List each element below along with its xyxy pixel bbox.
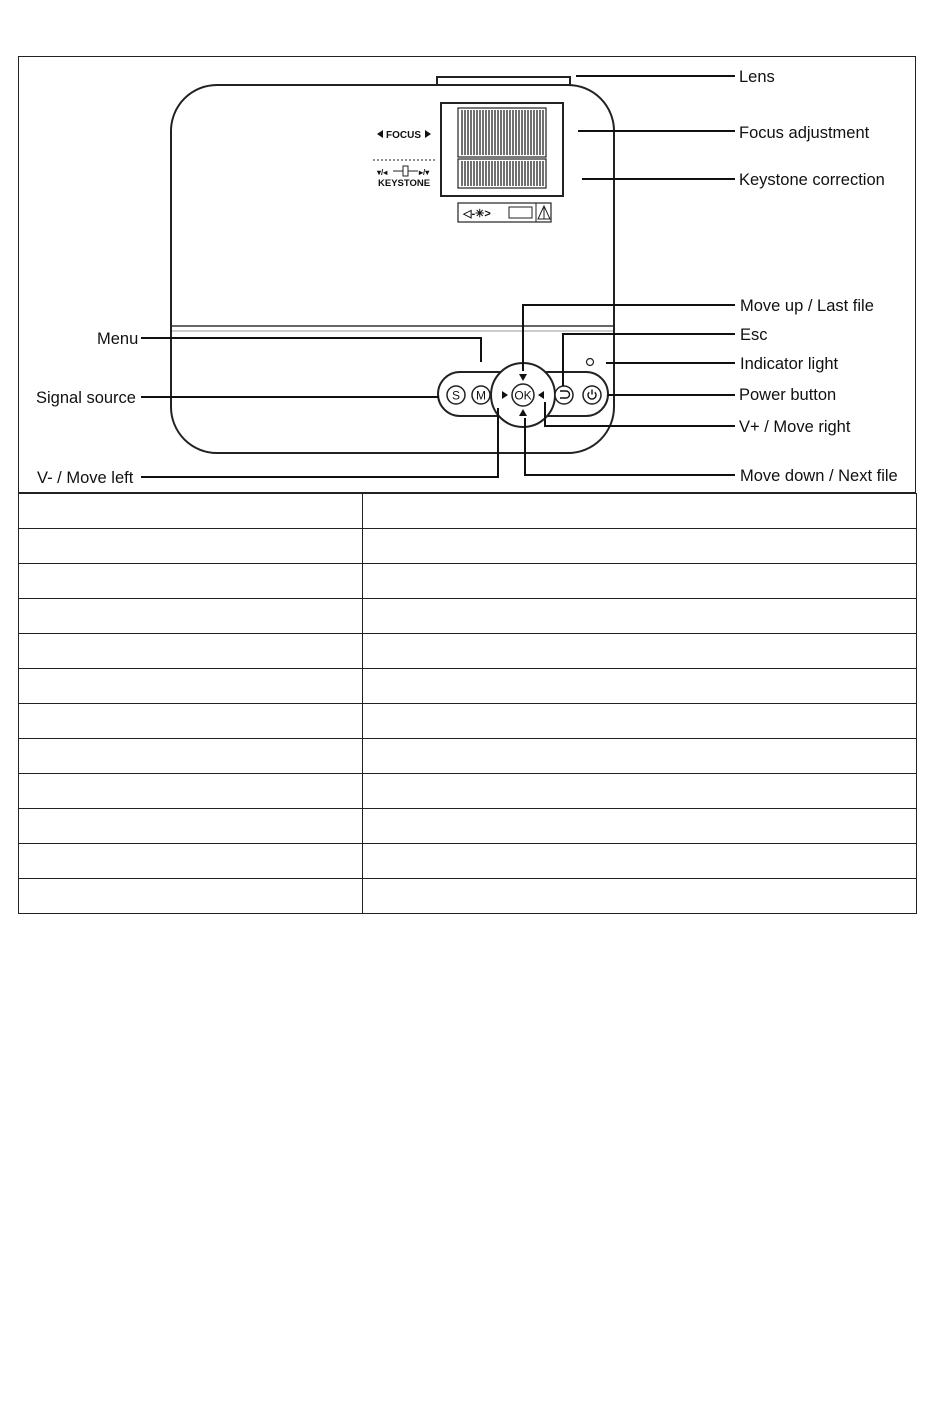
- keystone-marking: KEYSTONE: [378, 178, 431, 189]
- table-row: [19, 494, 917, 529]
- menu-button-label: M: [476, 388, 486, 403]
- keystone-slider-left-icon: ▾/◂: [377, 168, 388, 177]
- table-row: [19, 634, 917, 669]
- table-cell-value: [363, 704, 917, 739]
- table-cell-value: [363, 564, 917, 599]
- table-cell-label: [19, 599, 363, 634]
- table-cell-value: [363, 739, 917, 774]
- table-row: [19, 844, 917, 879]
- label-indicator-light: Indicator light: [740, 355, 839, 373]
- table-row: [19, 704, 917, 739]
- label-v-minus: V- / Move left: [37, 469, 134, 487]
- table-cell-label: [19, 879, 363, 914]
- table-row: [19, 564, 917, 599]
- ok-button-label: OK: [514, 388, 532, 403]
- table-cell-label: [19, 494, 363, 529]
- table-row: [19, 774, 917, 809]
- label-lens: Lens: [739, 68, 775, 86]
- keystone-plate-box: [509, 207, 532, 218]
- table-cell-value: [363, 774, 917, 809]
- source-button-label: S: [451, 388, 461, 403]
- label-esc: Esc: [740, 326, 768, 344]
- table-cell-value: [363, 809, 917, 844]
- esc-button[interactable]: [555, 386, 573, 404]
- table-cell-value: [363, 599, 917, 634]
- label-move-up: Move up / Last file: [740, 297, 874, 315]
- table-cell-value: [363, 669, 917, 704]
- table-row: [19, 809, 917, 844]
- label-power-button: Power button: [739, 386, 837, 404]
- table-cell-label: [19, 564, 363, 599]
- label-move-down: Move down / Next file: [740, 467, 898, 485]
- table-cell-value: [363, 634, 917, 669]
- label-menu: Menu: [97, 330, 139, 348]
- power-button[interactable]: [583, 386, 601, 404]
- keystone-slider-right-icon: ▸/▾: [419, 168, 430, 177]
- table-cell-label: [19, 634, 363, 669]
- table-row: [19, 529, 917, 564]
- table-cell-label: [19, 704, 363, 739]
- spec-table: [18, 493, 917, 914]
- table-cell-label: [19, 669, 363, 704]
- keystone-plate-symbol: ◁-✳>: [463, 208, 491, 220]
- keystone-slider-knob-icon: [403, 166, 408, 176]
- table-cell-label: [19, 774, 363, 809]
- spec-table-body: [19, 494, 917, 914]
- table-row: [19, 739, 917, 774]
- table-cell-label: [19, 844, 363, 879]
- label-v-plus: V+ / Move right: [739, 418, 851, 436]
- projector-diagram: [0, 0, 950, 500]
- table-cell-value: [363, 494, 917, 529]
- table-cell-value: [363, 844, 917, 879]
- label-focus-adjustment: Focus adjustment: [739, 124, 870, 142]
- table-cell-label: [19, 809, 363, 844]
- label-keystone-correction: Keystone correction: [739, 171, 885, 189]
- indicator-light: [587, 359, 594, 366]
- table-row: [19, 669, 917, 704]
- table-row: [19, 599, 917, 634]
- table-row: [19, 879, 917, 914]
- focus-marking: FOCUS: [386, 130, 421, 141]
- table-cell-label: [19, 529, 363, 564]
- table-cell-value: [363, 529, 917, 564]
- label-signal-source: Signal source: [36, 389, 136, 407]
- table-cell-value: [363, 879, 917, 914]
- table-cell-label: [19, 739, 363, 774]
